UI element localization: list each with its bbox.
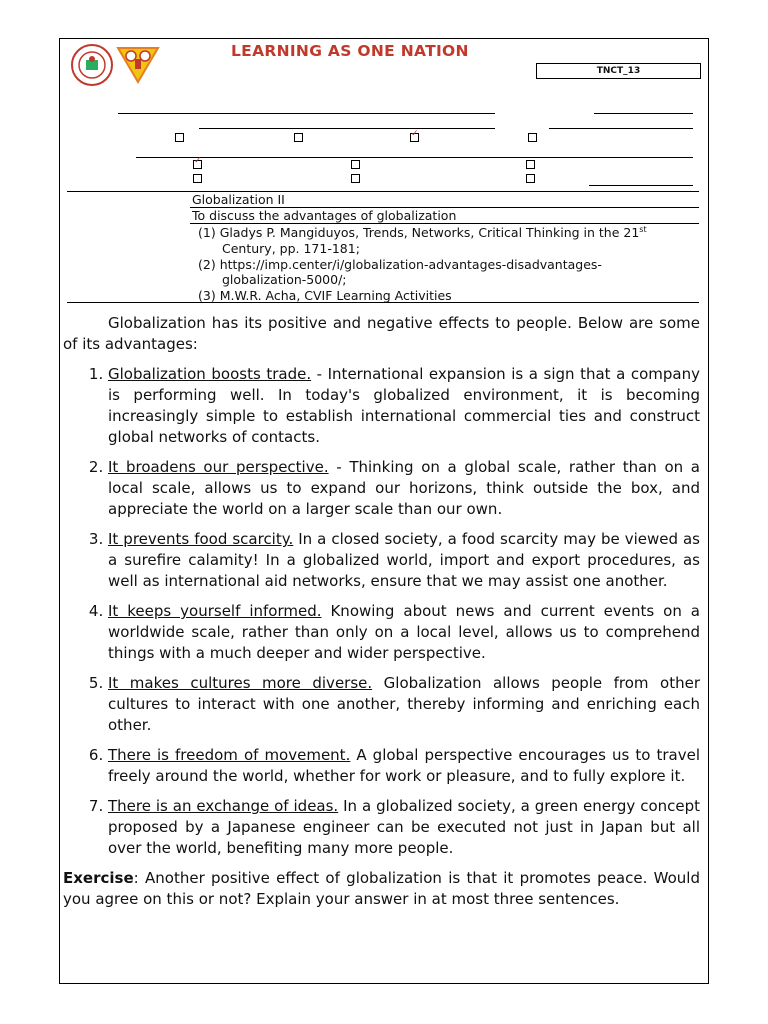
reference-continuation: globalization-5000/; xyxy=(222,272,347,287)
advantage-heading: Globalization boosts trade. xyxy=(108,365,312,383)
list-item xyxy=(108,601,700,664)
reference-number: (2) xyxy=(198,257,216,272)
reference-link[interactable]: https://imp.center/i/globalization-advantages-disadvantages- xyxy=(219,257,602,272)
name-line xyxy=(118,113,495,114)
reference-superscript: st xyxy=(639,224,647,234)
module-code: TNCT_13 xyxy=(536,63,701,79)
reference-text: M.W.R. Acha, CVIF Learning Activities xyxy=(219,288,452,303)
list-item xyxy=(108,796,700,859)
teacher-line xyxy=(136,157,693,158)
score-line xyxy=(594,113,693,114)
list-item xyxy=(108,529,700,592)
exercise-paragraph xyxy=(63,868,700,910)
checkbox[interactable] xyxy=(294,133,303,142)
checkbox[interactable] xyxy=(528,133,537,142)
advantage-heading: It makes cultures more diverse. xyxy=(108,674,373,692)
reference-item xyxy=(198,257,698,272)
checkbox[interactable] xyxy=(526,160,535,169)
lesson-objective: To discuss the advantages of globalization xyxy=(192,208,457,223)
reference-item xyxy=(198,225,698,240)
lesson-body xyxy=(63,313,700,910)
section-line xyxy=(549,128,693,129)
school-seal-logo xyxy=(71,44,113,86)
advantage-heading: It prevents food scarcity. xyxy=(108,530,294,548)
advantage-heading: There is freedom of movement. xyxy=(108,746,351,764)
advantage-text: In a globalized society, a green energy concept proposed by a Japanese engineer can be executed not just in Japan but all over the world, benefiting many more people. xyxy=(108,797,701,857)
advantage-heading: There is an exchange of ideas. xyxy=(108,797,339,815)
grade-line xyxy=(199,128,495,129)
advantage-heading: It keeps yourself informed. xyxy=(108,602,322,620)
lesson-topic: Globalization II xyxy=(192,192,285,207)
checkbox[interactable] xyxy=(175,133,184,142)
checkbox[interactable] xyxy=(410,133,419,142)
advantage-text: In a closed society, a food scarcity may be viewed as a surefire calamity! In a globalized world, import and export procedures, as well as international aid networks, ensure that we may assist one another. xyxy=(108,530,700,590)
intro-paragraph: Globalization has its positive and negative effects to people. Below are some of its advantages: xyxy=(63,314,700,353)
depped-logo xyxy=(115,44,161,84)
advantage-text: - International expansion is a sign that a company is performing well. In today's globalized environment, it is becoming increasingly simple to establish international commercial ties and construct global networks of contacts. xyxy=(108,365,701,446)
list-item xyxy=(108,457,700,520)
advantage-heading: It broadens our perspective. xyxy=(108,458,329,476)
advantage-text: Globalization allows people from other cultures to interact with one another, thereby informing and enriching each other. xyxy=(108,674,701,734)
reference-continuation: Century, pp. 171-181; xyxy=(222,241,360,256)
advantage-text: - Thinking on a global scale, rather than on a local scale, allows us to expand our horizons, think outside the box, and appreciate the world on a larger scale than our own. xyxy=(108,458,700,518)
header-title: LEARNING AS ONE NATION xyxy=(231,42,469,60)
info-top-line xyxy=(67,191,699,192)
advantage-text: Knowing about news and current events on a worldwide scale, rather than only on a local level, allows us to comprehend things with a much deeper and wider perspective. xyxy=(108,602,700,662)
advantages-list xyxy=(63,364,700,859)
checkbox[interactable] xyxy=(193,160,202,169)
list-item xyxy=(108,745,700,787)
checkbox[interactable] xyxy=(526,174,535,183)
checkbox[interactable] xyxy=(351,160,360,169)
exercise-label: Exercise xyxy=(63,869,134,887)
list-item xyxy=(108,364,700,448)
advantage-text: A global perspective encourages us to travel freely around the world, whether for work or pleasure, and to fully explore it. xyxy=(108,746,700,785)
checkbox[interactable] xyxy=(351,174,360,183)
ref-divider-2 xyxy=(190,223,699,224)
exercise-text: : Another positive effect of globalization is that it promotes peace. Would you agree on this or not? Explain your answer in at most three sentences. xyxy=(63,869,700,908)
reference-number: (1) xyxy=(198,225,216,240)
list-item xyxy=(108,673,700,736)
checkbox[interactable] xyxy=(193,174,202,183)
reference-number: (3) xyxy=(198,288,216,303)
date-line xyxy=(589,185,693,186)
reference-item xyxy=(198,288,698,303)
reference-text: Gladys P. Mangiduyos, Trends, Networks, Critical Thinking in the 21 xyxy=(219,225,640,240)
